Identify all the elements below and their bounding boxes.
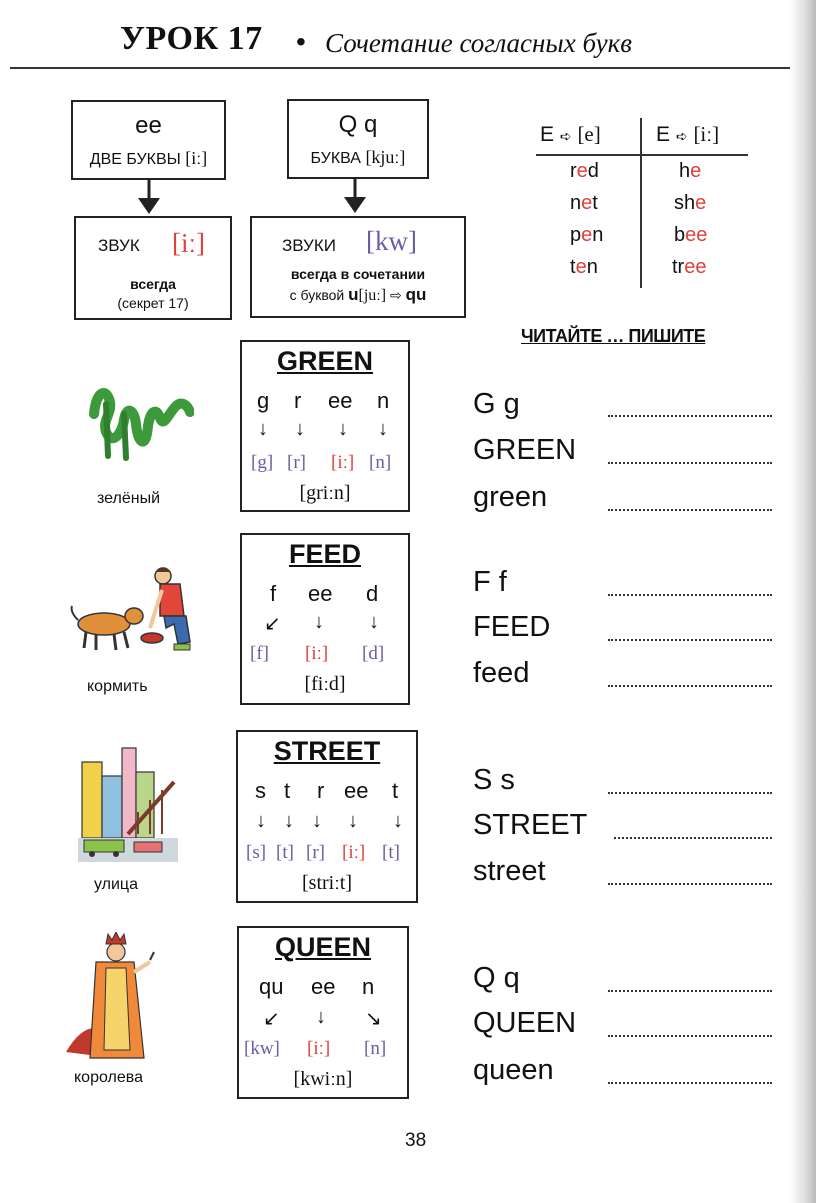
col2-ipa: [iː]	[693, 122, 720, 146]
word-vowel: e	[581, 224, 593, 246]
transcription: [griːn]	[299, 482, 351, 504]
word-card-green	[240, 340, 410, 512]
ipa-sound: [t]	[382, 842, 400, 863]
col1-letter: E	[540, 123, 555, 146]
word-card-queen	[237, 926, 409, 1099]
write-word: street	[473, 855, 546, 887]
ipa-sound: [n]	[369, 452, 392, 473]
sound-label: ЗВУК	[98, 236, 140, 255]
letter: g	[257, 388, 270, 413]
letter: qu	[259, 974, 284, 999]
word-vowel: e	[695, 192, 707, 214]
e-table-header-2	[656, 122, 719, 147]
arrow-down-icon: ↓	[256, 810, 266, 832]
ee-sound-box	[74, 216, 232, 320]
sound-ee-ipa: [iː]	[172, 228, 205, 258]
word-part: t	[570, 256, 576, 278]
word-caption: улица	[94, 876, 138, 893]
note-arrow: ⇨	[389, 287, 402, 303]
lesson-title: УРОК 17	[120, 20, 263, 57]
ee-caption-text: ДВЕ БУКВЫ	[89, 151, 181, 168]
note-u: u	[348, 285, 359, 304]
word-part: t	[592, 192, 598, 214]
page-number: 38	[405, 1130, 427, 1151]
ipa-sound: [s]	[246, 842, 267, 863]
header-bullet: •	[296, 26, 306, 57]
arrow-down-icon: ↓	[316, 1006, 326, 1028]
writing-line[interactable]	[608, 989, 772, 992]
word-title: GREEN	[276, 346, 374, 376]
writing-line[interactable]	[608, 638, 772, 641]
letter: ee	[344, 778, 369, 803]
table-word	[679, 160, 701, 183]
writing-line[interactable]	[608, 1081, 772, 1084]
arrow-down-icon: ↓	[338, 418, 348, 440]
letter: t	[284, 778, 291, 803]
letter: t	[392, 778, 399, 803]
transcription: [kwiːn]	[293, 1068, 353, 1090]
letter: n	[362, 974, 375, 999]
word-part: sh	[674, 192, 696, 214]
word-part: d	[587, 160, 599, 182]
table-word	[570, 224, 603, 247]
letter: ee	[311, 974, 336, 999]
word-title: QUEEN	[274, 932, 372, 962]
table-word	[570, 192, 598, 215]
writing-line[interactable]	[608, 1034, 772, 1037]
sounds-label: ЗВУКИ	[282, 236, 336, 255]
ee-box	[71, 100, 226, 180]
write-word: F f	[473, 566, 507, 598]
ipa-sound: [g]	[251, 452, 274, 473]
word-caption: кормить	[87, 678, 148, 695]
letter: f	[270, 581, 277, 606]
col1-ipa: [e]	[577, 122, 601, 146]
write-word: GREEN	[473, 434, 577, 466]
arrow-down-icon: ↓	[378, 418, 388, 440]
arrow-down-icon: ↓	[284, 810, 294, 832]
word-caption: королева	[74, 1069, 143, 1086]
ipa-sound: [t]	[276, 842, 294, 863]
arrow-down-icon: ↓	[314, 611, 324, 633]
word-caption: зелёный	[97, 490, 161, 507]
table-word	[570, 256, 598, 279]
word-part: p	[570, 224, 582, 246]
write-word: S s	[473, 764, 515, 796]
arrow-down-icon: ↓	[369, 611, 379, 633]
qq-letters: Q q	[338, 111, 378, 138]
col2-letter: E	[656, 123, 671, 146]
transcription: [fiːd]	[304, 673, 346, 695]
letter: r	[317, 778, 325, 803]
qq-caption	[289, 147, 427, 168]
ipa-sound: [iː]	[305, 643, 329, 664]
header-rule	[10, 67, 816, 69]
ipa-sound: [iː]	[331, 452, 355, 473]
table-word	[674, 224, 707, 247]
sound-note-secret: (секрет 17)	[117, 295, 189, 311]
writing-line[interactable]	[608, 882, 772, 885]
word-title: FEED	[288, 539, 361, 569]
ipa-sound: [d]	[362, 643, 385, 664]
arrow-down-left-icon: ↙	[264, 613, 281, 635]
word-vowel: e	[581, 192, 593, 214]
arrow-down-left-icon: ↙	[263, 1008, 280, 1030]
ee-caption	[73, 148, 224, 169]
writing-line[interactable]	[608, 461, 772, 464]
arrow-down-icon: ↓	[393, 810, 403, 832]
ipa-sound: [kw]	[244, 1038, 280, 1059]
writing-line[interactable]	[608, 414, 772, 417]
word-vowel: e	[575, 256, 587, 278]
word-vowel: ee	[685, 224, 708, 246]
word-part: n	[586, 256, 598, 278]
table-word	[570, 160, 599, 183]
note-with-letter: с буквой	[289, 287, 345, 303]
arrow-down-icon: ↓	[348, 810, 358, 832]
ipa-sound: [r]	[287, 452, 306, 473]
arrow-down-right-icon: ↘	[365, 1008, 382, 1030]
table-word	[672, 256, 706, 279]
letter: s	[255, 778, 266, 803]
col2-arrow: ➪	[675, 128, 688, 144]
letter: n	[377, 388, 390, 413]
word-part: tr	[672, 256, 685, 278]
word-card-street	[236, 730, 418, 903]
sound-qu-ipa: [kw]	[366, 226, 417, 256]
ipa-sound: [iː]	[342, 842, 366, 863]
letter: r	[294, 388, 302, 413]
word-part: b	[674, 224, 686, 246]
letter: d	[366, 581, 379, 606]
qq-box	[287, 99, 429, 179]
write-word: feed	[473, 657, 530, 689]
arrow-down-icon: ↓	[258, 418, 268, 440]
read-write-heading: ЧИТАЙТЕ … ПИШИТЕ	[521, 326, 706, 346]
word-part: n	[592, 224, 604, 246]
word-card-feed	[240, 533, 410, 705]
lesson-subtitle: Сочетание согласных букв	[325, 28, 633, 58]
ipa-sound: [n]	[364, 1038, 387, 1059]
city-street-illustration	[78, 742, 178, 862]
arrow-down-icon	[136, 180, 162, 216]
arrow-down-icon	[342, 179, 368, 215]
page-edge-shadow	[790, 0, 816, 1203]
writing-line[interactable]	[608, 593, 772, 596]
write-word: Q q	[473, 962, 520, 994]
note-u-ipa: [juː]	[358, 287, 387, 304]
word-part: r	[570, 160, 577, 182]
word-vowel: ee	[684, 256, 707, 278]
letter: ee	[328, 388, 353, 413]
green-scribble-illustration	[84, 384, 194, 464]
sound-note-combination: всегда в сочетании	[290, 266, 426, 282]
writing-line[interactable]	[608, 791, 772, 794]
note-qu: qu	[405, 285, 427, 304]
arrow-down-icon: ↓	[295, 418, 305, 440]
qu-sound-box	[250, 216, 466, 318]
e-table-header-1	[540, 122, 601, 147]
word-part: n	[570, 192, 582, 214]
ipa-sound: [r]	[306, 842, 325, 863]
sound-note-always: всегда	[130, 276, 176, 292]
write-word: queen	[473, 1054, 554, 1086]
ipa-sound: [iː]	[307, 1038, 331, 1059]
qq-ipa: [kjuː]	[365, 147, 406, 167]
letter: ee	[308, 581, 333, 606]
word-vowel: e	[576, 160, 588, 182]
word-part: h	[679, 160, 691, 182]
table-word	[674, 192, 706, 215]
col1-arrow: ➪	[559, 128, 572, 144]
writing-line[interactable]	[608, 508, 772, 511]
word-vowel: e	[690, 160, 702, 182]
write-word: FEED	[473, 611, 551, 643]
writing-line[interactable]	[608, 684, 772, 687]
word-title: STREET	[273, 736, 381, 766]
writing-line[interactable]	[614, 836, 772, 839]
arrow-down-icon: ↓	[312, 810, 322, 832]
write-word: QUEEN	[473, 1007, 577, 1039]
queen-illustration	[56, 932, 170, 1060]
table-hline	[536, 154, 748, 156]
sound-note-letter	[252, 285, 464, 305]
boy-feeding-dog-illustration	[68, 566, 204, 660]
ee-letters: ee	[135, 112, 162, 139]
transcription: [striːt]	[302, 872, 352, 894]
table-vline	[640, 118, 642, 288]
ipa-sound: [f]	[250, 643, 269, 664]
write-word: STREET	[473, 809, 588, 841]
write-word: G g	[473, 388, 520, 420]
ee-ipa: [iː]	[185, 148, 208, 168]
qq-caption-text: БУКВА	[310, 150, 361, 167]
write-word: green	[473, 481, 548, 513]
